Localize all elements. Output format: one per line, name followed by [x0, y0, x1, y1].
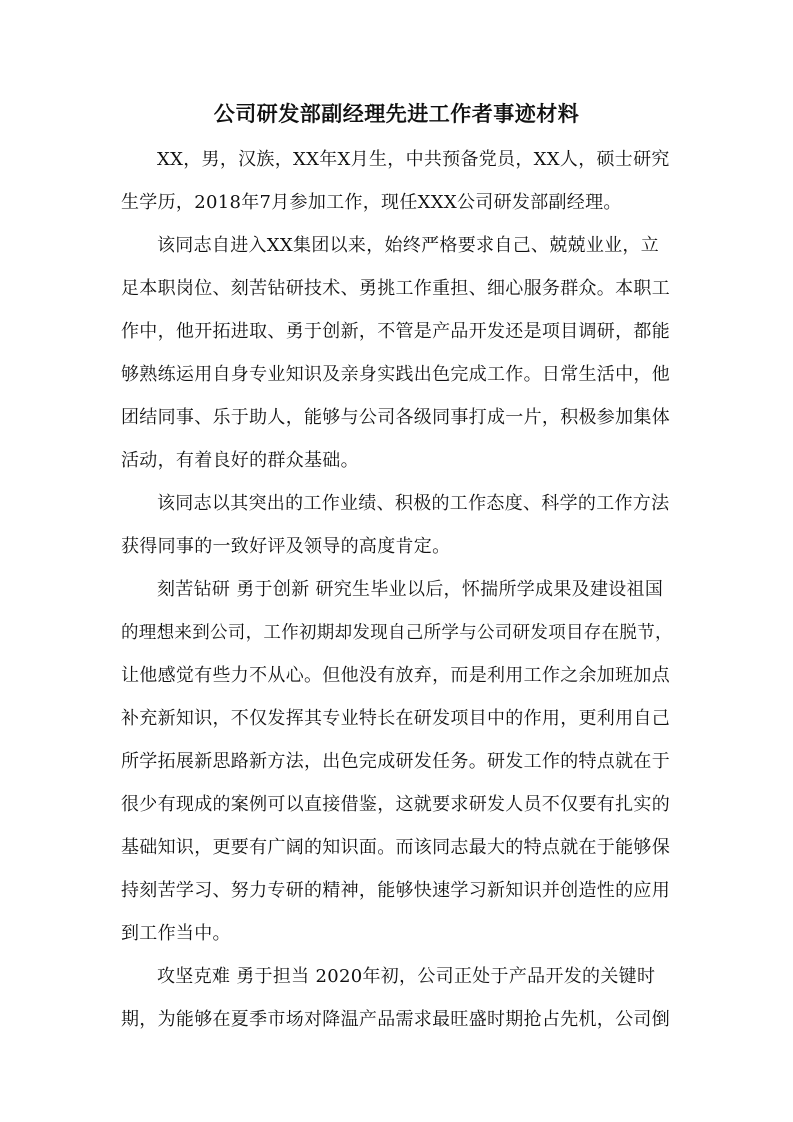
- paragraph-line: 的理想来到公司，工作初期却发现自己所学与公司研发项目存在脱节，: [121, 623, 673, 643]
- paragraph-line: 到工作当中。: [121, 923, 231, 944]
- paragraph-line: 刻苦钻研 勇于创新 研究生毕业以后，怀揣所学成果及建设祖国: [157, 579, 664, 600]
- paragraph-line: 作中，他开拓进取、勇于创新，不管是产品开发还是项目调研，都能: [121, 321, 670, 342]
- document-title: 公司研发部副经理先进工作者事迹材料: [213, 101, 580, 126]
- paragraph-line: 获得同事的一致好评及领导的高度肯定。: [121, 536, 451, 557]
- paragraph-line: 活动，有着良好的群众基础。: [121, 450, 359, 471]
- paragraph-line: 该同志以其突出的工作业绩、积极的工作态度、科学的工作方法: [157, 493, 670, 514]
- paragraph-line: 攻坚克难 勇于担当 2020年初，公司正处于产品开发的关键时: [157, 966, 656, 987]
- paragraph-line: 生学历，2018年7月参加工作，现任XXX公司研发部副经理。: [121, 192, 622, 213]
- paragraph-line: 持刻苦学习、努力专研的精神，能够快速学习新知识并创造性的应用: [121, 880, 670, 901]
- paragraph-line: 该同志自进入XX集团以来，始终严格要求自己、兢兢业业，立: [157, 235, 660, 256]
- paragraph-line: 期，为能够在夏季市场对降温产品需求最旺盛时期抢占先机，公司倒: [121, 1009, 670, 1030]
- paragraph-line: 团结同事、乐于助人，能够与公司各级同事打成一片，积极参加集体: [121, 407, 670, 428]
- paragraph-line: 足本职岗位、刻苦钻研技术、勇挑工作重担、细心服务群众。本职工: [121, 278, 670, 299]
- paragraph-line: XX，男，汉族，XX年X月生，中共预备党员，XX人，硕士研究: [157, 149, 670, 170]
- paragraph-line: 够熟练运用自身专业知识及亲身实践出色完成工作。日常生活中，他: [121, 364, 670, 385]
- paragraph-line: 补充新知识，不仅发挥其专业特长在研发项目中的作用，更利用自己: [121, 708, 670, 729]
- paragraph-line: 让他感觉有些力不从心。但他没有放弃，而是利用工作之余加班加点: [121, 665, 670, 686]
- paragraph-line: 很少有现成的案例可以直接借鉴，这就要求研发人员不仅要有扎实的: [121, 794, 670, 815]
- paragraph-line: 基础知识，更要有广阔的知识面。而该同志最大的特点就在于能够保: [121, 837, 670, 858]
- paragraph-line: 所学拓展新思路新方法，出色完成研发任务。研发工作的特点就在于: [121, 751, 670, 772]
